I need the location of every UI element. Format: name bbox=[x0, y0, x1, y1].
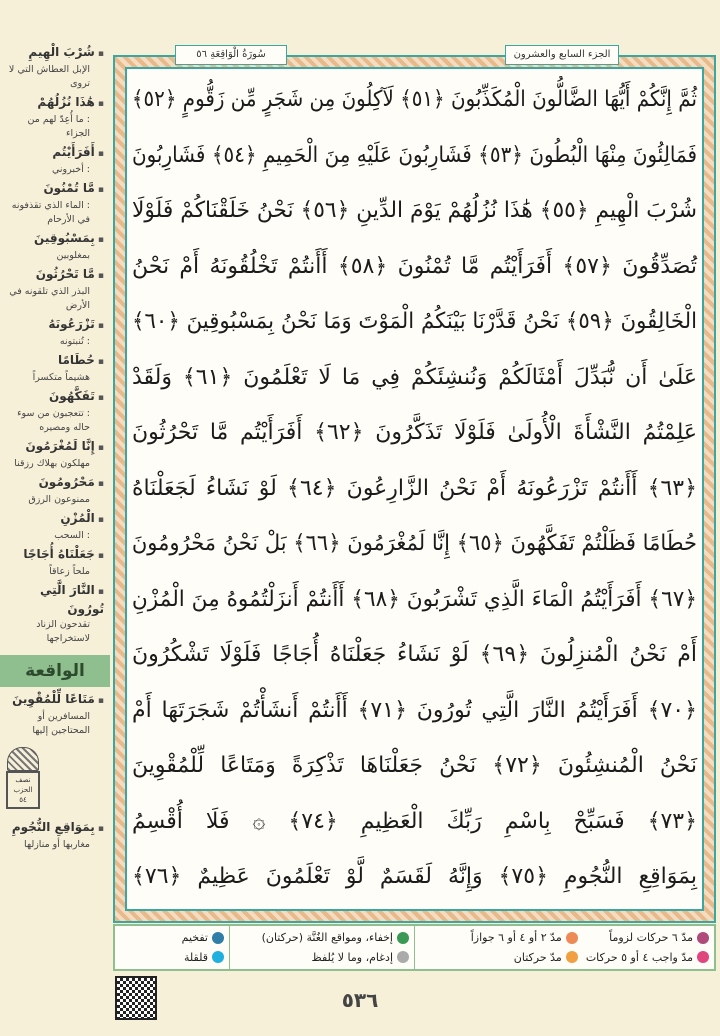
text-line: أَمْ نَحْنُ الْمُنزِلُونَ ﴿٦٩﴾ لَوْ نَشَاءُ جَعَلْنَاهُ أُجَاجًا فَلَوْلَا تَشْكُرُونَ bbox=[132, 642, 698, 667]
text-line: ﴿٦٧﴾ أَفَرَأَيْتُمُ الْمَاءَ الَّذِي تَشْرَبُونَ ﴿٦٨﴾ أَأَنتُمْ أَنزَلْتُمُوهُ مِنَ الْمُزْنِ bbox=[131, 586, 697, 612]
text-line: حُطَامًا فَظَلْتُمْ تَفَكَّهُونَ ﴿٦٥﴾ إِنَّا لَمُغْرَمُونَ ﴿٦٦﴾ بَلْ نَحْنُ مَحْرُومُونَ bbox=[131, 531, 697, 556]
legend-item bbox=[471, 931, 578, 944]
note-explanation: ملحاً زعاقاً bbox=[49, 566, 90, 577]
margin-notes-lower-b bbox=[0, 819, 110, 855]
hizb-label: نصف الحزب ٥٤ bbox=[6, 771, 40, 809]
note-word: ▪ الْمُزْنِ bbox=[4, 510, 104, 529]
note-word: ▪ بِمَسْبُوقِينَ bbox=[4, 230, 104, 249]
page-number: ٥٣٦ bbox=[341, 988, 379, 1012]
margin-notes bbox=[0, 44, 110, 649]
note-word: ▪ شُرْبَ الْهِيمِ bbox=[4, 44, 104, 63]
text-line: عَلَىٰ أَن نُّبَدِّلَ أَمْثَالَكُمْ وَنُنشِئَكُمْ فِي مَا لَا تَعْلَمُونَ ﴿٦١﴾ وَلَقَدْ bbox=[132, 364, 697, 390]
margin-note bbox=[4, 352, 104, 385]
legend-item bbox=[120, 951, 224, 964]
note-explanation: هشيماً متكسراً bbox=[32, 372, 90, 383]
margin-note bbox=[4, 144, 104, 177]
margin-note bbox=[4, 266, 104, 313]
note-explanation: الإبل العطاش التي لا تروى bbox=[8, 64, 90, 89]
legend-item bbox=[471, 951, 578, 964]
note-word: ▪ تَزْرَعُونَهُ bbox=[4, 316, 104, 335]
margin-note bbox=[4, 230, 104, 263]
margin-note bbox=[4, 180, 104, 227]
color-dot-icon bbox=[397, 932, 409, 944]
text-line: نَحْنُ الْمُنشِئُونَ ﴿٧٢﴾ نَحْنُ جَعَلْنَاهَا تَذْكِرَةً وَمَتَاعًا لِّلْمُقْوِينَ bbox=[132, 753, 697, 778]
note-explanation: ممنوعون الرزق bbox=[28, 494, 90, 505]
color-dot-icon bbox=[397, 951, 409, 963]
margin-note bbox=[4, 388, 104, 435]
note-explanation: تقدحون الزناد لاستخراجها bbox=[36, 619, 90, 644]
note-word: ▪ النَّارَ الَّتِي تُورُونَ bbox=[4, 582, 104, 618]
margin-column bbox=[0, 44, 110, 855]
note-explanation: البذر الذي تلقونه في الأرض bbox=[9, 286, 90, 311]
text-line: بِمَوَاقِعِ النُّجُومِ ﴿٧٥﴾ وَإِنَّهُ لَقَسَمٌ لَّوْ تَعْلَمُونَ عَظِيمٌ ﴿٧٦﴾ bbox=[132, 864, 697, 889]
note-word: ▪ حُطَامًا bbox=[4, 352, 104, 371]
margin-notes-lower-a bbox=[0, 691, 110, 741]
legend-label: إخفاء، ومواقع الغُنَّة (حركتان) bbox=[261, 931, 393, 945]
note-explanation: : ما أُعِدّ لهم من الجزاء bbox=[27, 114, 90, 139]
legend-item bbox=[235, 931, 409, 944]
note-word: ▪ جَعَلْنَاهُ أُجَاجًا bbox=[4, 546, 104, 565]
legend-label: تفخيم bbox=[181, 931, 208, 945]
margin-note bbox=[4, 316, 104, 349]
note-word: ▪ مَحْرُومُونَ bbox=[4, 474, 104, 493]
legend-item bbox=[120, 931, 224, 944]
margin-note bbox=[4, 546, 104, 579]
quran-text bbox=[132, 72, 697, 905]
margin-note bbox=[4, 438, 104, 471]
color-dot-icon bbox=[566, 951, 578, 963]
margin-note bbox=[4, 691, 104, 738]
tajweed-legend bbox=[113, 924, 716, 971]
text-line: ثُمَّ إِنَّكُمْ أَيُّهَا الضَّالُّونَ الْمُكَذِّبُونَ ﴿٥١﴾ لَآكِلُونَ مِن شَجَرٍ مِّن زَقُّومٍ ﴿٥٢﴾ bbox=[131, 87, 697, 112]
text-line: الْخَالِقُونَ ﴿٥٩﴾ نَحْنُ قَدَّرْنَا بَيْنَكُمُ الْمَوْتَ وَمَا نَحْنُ بِمَسْبُوقِينَ ﴿٦٠﴾ bbox=[132, 309, 697, 334]
legend-item bbox=[586, 931, 709, 944]
note-word: ▪ مَتَاعًا لِّلْمُقْوِينَ bbox=[4, 691, 104, 710]
legend-column bbox=[414, 926, 714, 969]
hizb-marker bbox=[6, 747, 40, 809]
note-explanation: مهلكون بهلاك رزقنا bbox=[14, 458, 90, 469]
note-word: ▪ بِمَوَاقِعِ النُّجُومِ bbox=[4, 819, 104, 838]
note-word: ▪ هَٰذَا نُزُلُهُمْ bbox=[4, 94, 104, 113]
margin-note bbox=[4, 474, 104, 507]
legend-item bbox=[235, 951, 409, 964]
legend-item bbox=[586, 951, 709, 964]
color-dot-icon bbox=[212, 932, 224, 944]
legend-label: مدّ واجب ٤ أو ٥ حركات bbox=[585, 950, 693, 964]
note-explanation: بمغلوبين bbox=[56, 250, 90, 261]
color-dot-icon bbox=[566, 932, 578, 944]
margin-note bbox=[4, 94, 104, 141]
margin-note bbox=[4, 582, 104, 646]
note-word: ▪ أَفَرَأَيْتُم bbox=[4, 144, 104, 163]
legend-column bbox=[115, 926, 229, 969]
margin-note bbox=[4, 44, 104, 91]
legend-column bbox=[229, 926, 414, 969]
note-word: ▪ مَّا تُمْنُونَ bbox=[4, 180, 104, 199]
note-explanation: المسافرين أو المحتاجين إليها bbox=[32, 711, 90, 736]
legend-label: إدغام، وما لا يُلفظ bbox=[311, 950, 393, 964]
hizb-ornament-icon bbox=[7, 747, 39, 771]
color-dot-icon bbox=[697, 951, 709, 963]
note-explanation: : السحب bbox=[54, 530, 90, 541]
text-line: فَمَالِئُونَ مِنْهَا الْبُطُونَ ﴿٥٣﴾ فَشَارِبُونَ عَلَيْهِ مِنَ الْحَمِيمِ ﴿٥٤﴾ فَشَارِبُونَ bbox=[132, 142, 697, 168]
surah-header: سُورَةُ الْوَاقِعَةِ ٥٦ bbox=[175, 45, 287, 65]
text-line: ﴿٧٠﴾ أَفَرَأَيْتُمُ النَّارَ الَّتِي تُورُونَ ﴿٧١﴾ أَأَنتُمْ أَنشَأْتُمْ شَجَرَتَهَا أَمْ bbox=[132, 697, 697, 723]
color-dot-icon bbox=[212, 951, 224, 963]
note-word: ▪ مَّا تَحْرُثُونَ bbox=[4, 266, 104, 285]
text-line: تُصَدِّقُونَ ﴿٥٧﴾ أَفَرَأَيْتُم مَّا تُمْنُونَ ﴿٥٨﴾ أَأَنتُمْ تَخْلُقُونَهُ أَمْ نَحْنُ bbox=[132, 253, 697, 279]
legend-label: قلقلة bbox=[183, 950, 208, 964]
note-explanation: : أخبروني bbox=[52, 164, 90, 175]
note-explanation: : تتعجبون من سوء حاله ومصيره bbox=[17, 408, 90, 433]
legend-label: مدّ ٦ حركات لزوماً bbox=[609, 931, 693, 945]
note-word: ▪ إِنَّا لَمُغْرَمُونَ bbox=[4, 438, 104, 457]
note-word: ▪ تَفَكَّهُونَ bbox=[4, 388, 104, 407]
surah-name-tag: الواقعة bbox=[0, 655, 110, 687]
legend-label: مدّ ٢ أو ٤ أو ٦ جوازاً bbox=[470, 931, 562, 945]
note-explanation: مغاربها أو منازلها bbox=[24, 839, 90, 850]
text-line: ﴿٦٣﴾ أَأَنتُمْ تَزْرَعُونَهُ أَمْ نَحْنُ الزَّارِعُونَ ﴿٦٤﴾ لَوْ نَشَاءُ لَجَعَلْنَاهُ bbox=[132, 475, 698, 501]
text-line: شُرْبَ الْهِيمِ ﴿٥٥﴾ هَٰذَا نُزُلُهُمْ يَوْمَ الدِّينِ ﴿٥٦﴾ نَحْنُ خَلَقْنَاكُمْ فَلَوْلَا bbox=[132, 198, 697, 223]
note-explanation: : الماء الذي تقذفونه في الأرحام bbox=[11, 200, 90, 225]
note-explanation: : تُنبتونه bbox=[59, 336, 90, 347]
margin-note bbox=[4, 819, 104, 852]
juz-header: الجزء السابع والعشرون bbox=[505, 45, 619, 65]
legend-label: مدّ حركتان bbox=[513, 950, 562, 964]
margin-note bbox=[4, 510, 104, 543]
text-line: ﴿٧٣﴾ فَسَبِّحْ بِاسْمِ رَبِّكَ الْعَظِيمِ ﴿٧٤﴾ ۞ فَلَا أُقْسِمُ bbox=[132, 808, 697, 834]
color-dot-icon bbox=[697, 932, 709, 944]
text-line: عَلِمْتُمُ النَّشْأَةَ الْأُولَىٰ فَلَوْلَا تَذَكَّرُونَ ﴿٦٢﴾ أَفَرَأَيْتُم مَّا تَحْرُثُونَ bbox=[132, 420, 697, 445]
